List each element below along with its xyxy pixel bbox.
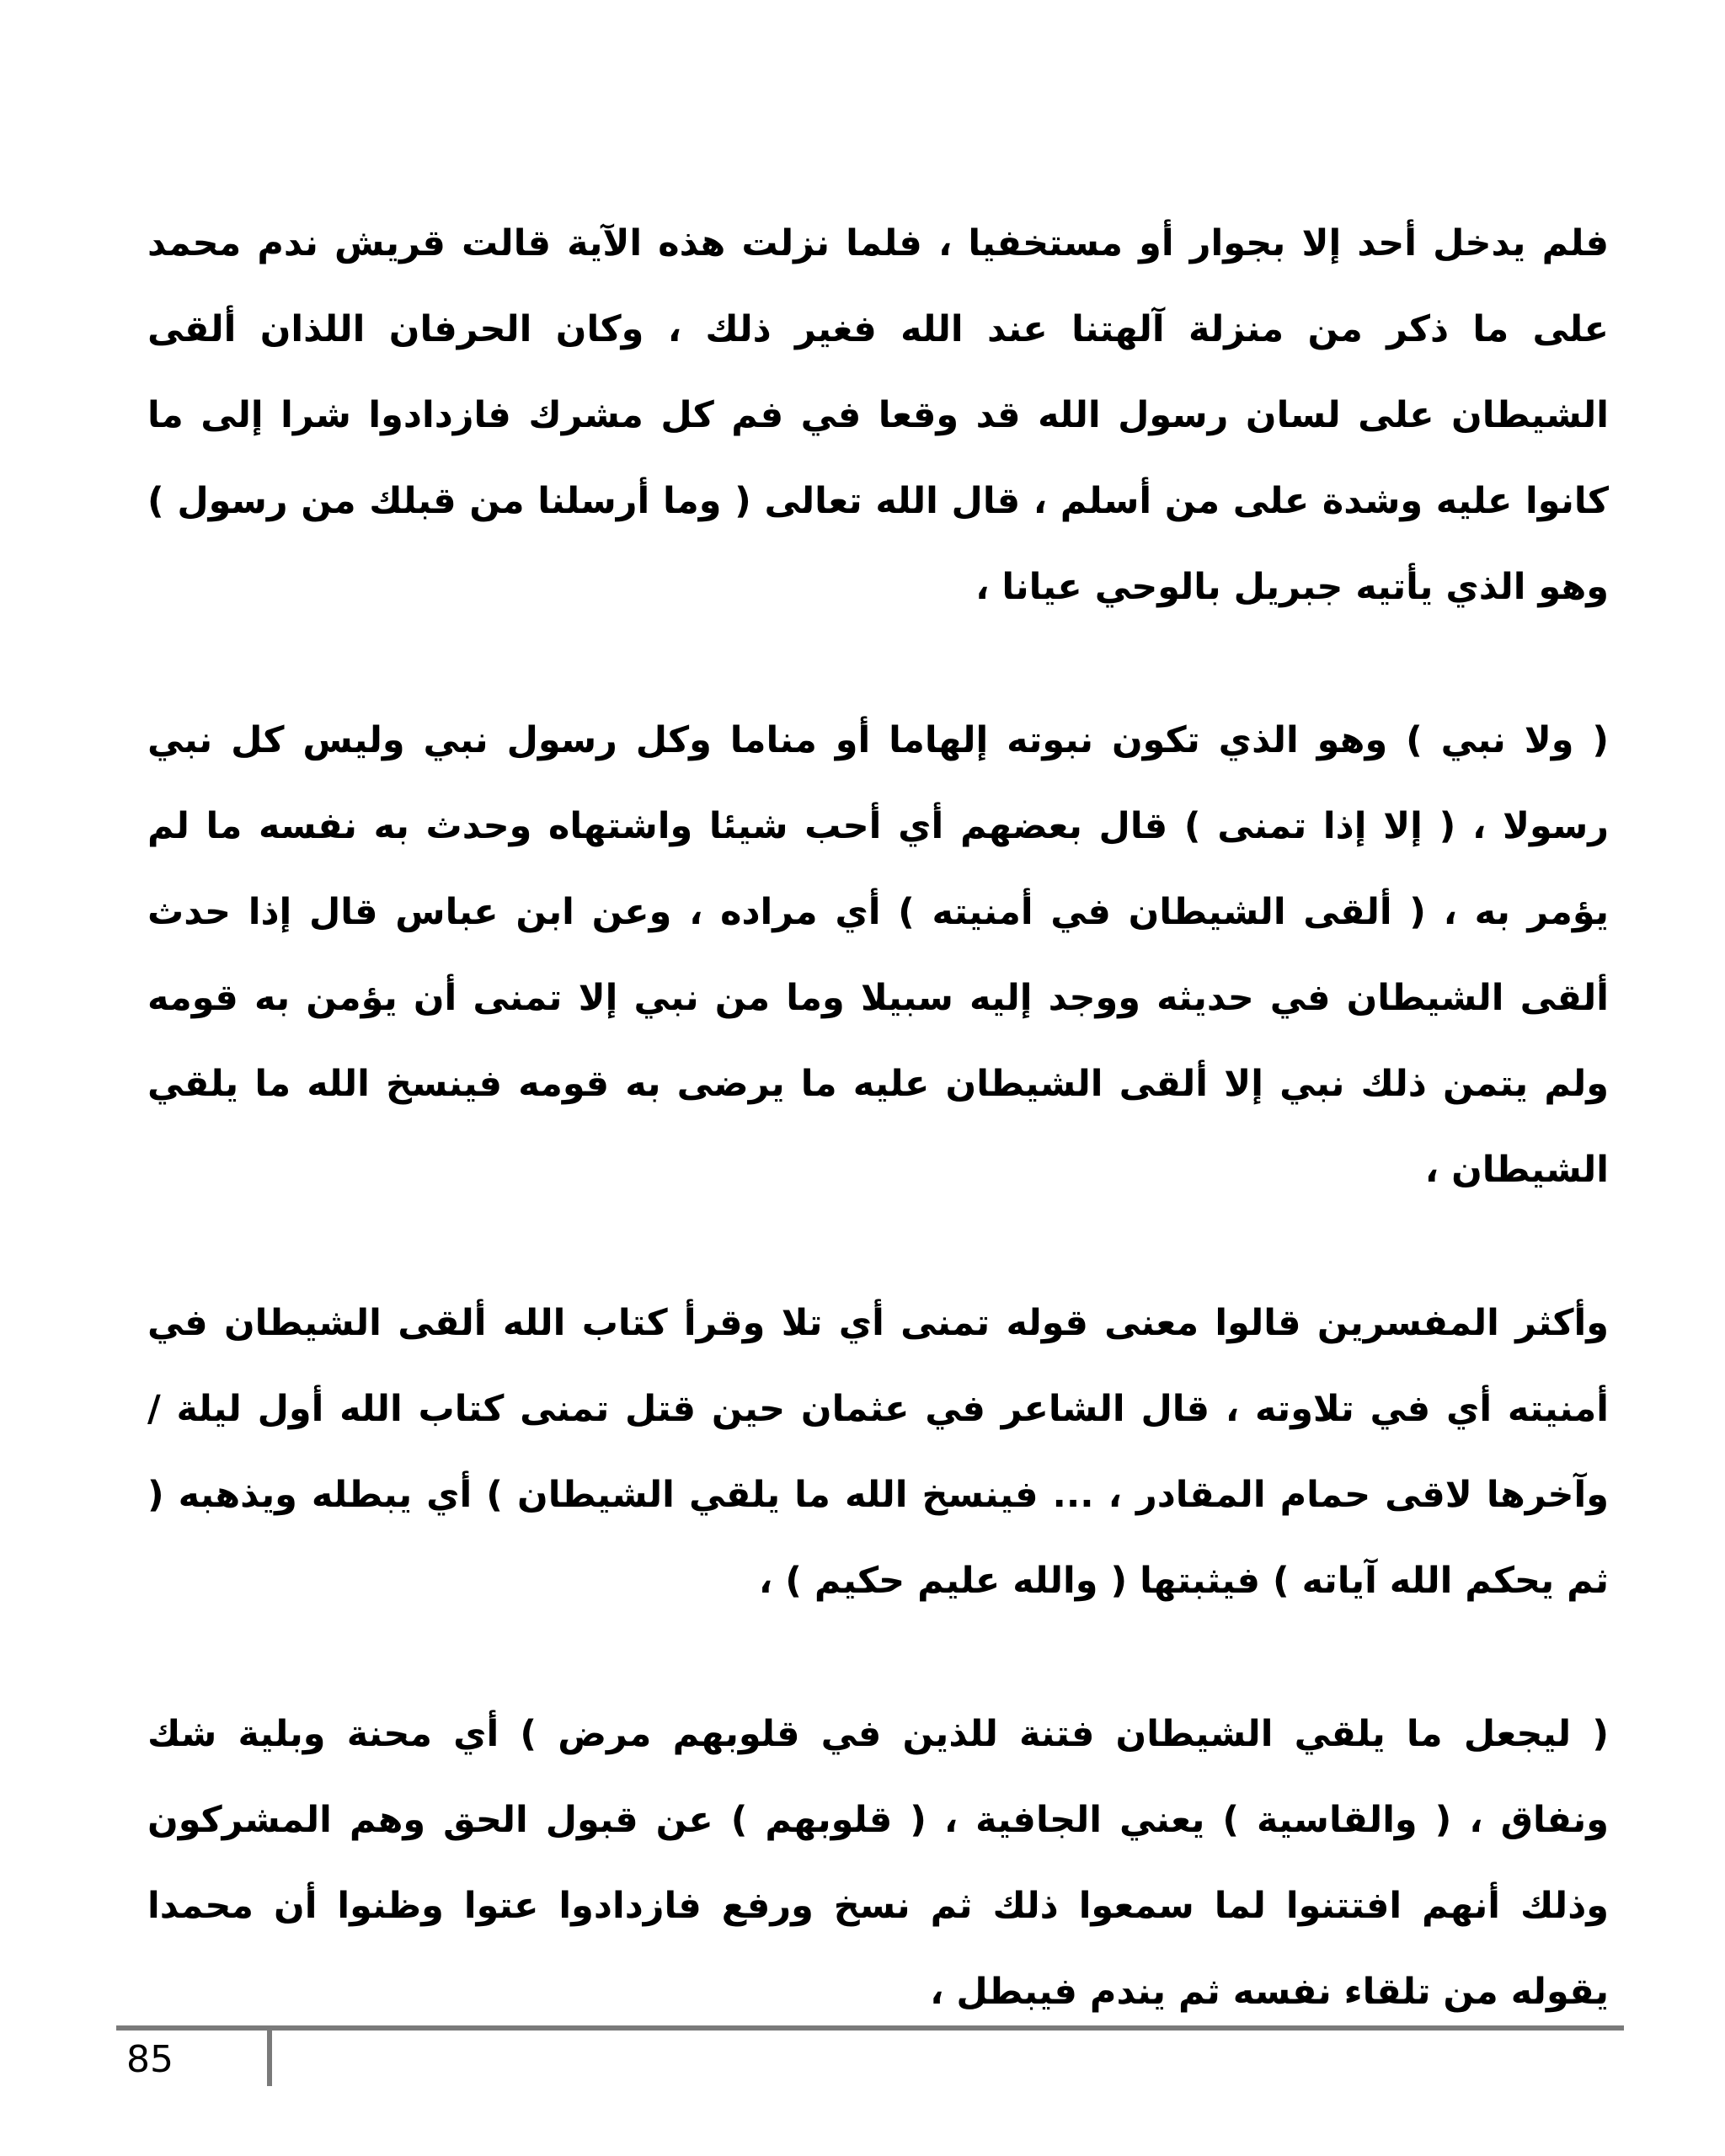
page-body: [147, 200, 1609, 2035]
paragraph-4: ( ليجعل ما يلقي الشيطان فتنة للذين في قلوبهم مرض ) أي محنة وبلية شك ونفاق ، ( والقاسية ) يعني الجافية ، ( قلوبهم ) عن قبول الحق وهم المشركون وذلك أنهم افتتنوا لما سمعوا ذلك ثم نسخ ورفع فازدادوا عتوا وظنوا أن محمدا يقوله من تلقاء نفسه ثم يندم فيبطل ،: [147, 1713, 1609, 2013]
paragraph-2: ( ولا نبي ) وهو الذي تكون نبوته إلهاما أو مناما وكل رسول نبي وليس كل نبي رسولا ، ( إلا إذا تمنى ) قال بعضهم أي أحب شيئا واشتهاه وحدث به نفسه ما لم يؤمر به ، ( ألقى الشيطان في أمنيته ) أي مراده ، وعن ابن عباس قال إذا حدث ألقى الشيطان في حديثه ووجد إليه سبيلا وما من نبي إلا تمنى أن يؤمن به قومه ولم يتمن ذلك نبي إلا ألقى الشيطان عليه ما يرضى به قومه فينسخ الله ما يلقي الشيطان ،: [147, 719, 1609, 1191]
footer-divider-tick: [267, 2025, 272, 2086]
paragraph-3: وأكثر المفسرين قالوا معنى قوله تمنى أي تلا وقرأ كتاب الله ألقى الشيطان في أمنيته أي في تلاوته ، قال الشاعر في عثمان حين قتل تمنى كتاب الله أول ليلة / وآخرها لاقى حمام المقادر ، ... فينسخ الله ما يلقي الشيطان ) أي يبطله ويذهبه ( ثم يحكم الله آياته ) فيثبتها ( والله عليم حكيم ) ،: [147, 1302, 1609, 1602]
page-number: 85: [126, 2038, 174, 2081]
paragraph-1: فلم يدخل أحد إلا بجوار أو مستخفيا ، فلما نزلت هذه الآية قالت قريش ندم محمد على ما ذكر من منزلة آلهتنا عند الله فغير ذلك ، وكان الحرفان اللذان ألقى الشيطان على لسان رسول الله قد وقعا في فم كل مشرك فازدادوا شرا إلى ما كانوا عليه وشدة على من أسلم ، قال الله تعالى ( وما أرسلنا من قبلك من رسول ) وهو الذي يأتيه جبريل بالوحي عيانا ،: [147, 222, 1609, 608]
footer-divider: [116, 2025, 1624, 2031]
